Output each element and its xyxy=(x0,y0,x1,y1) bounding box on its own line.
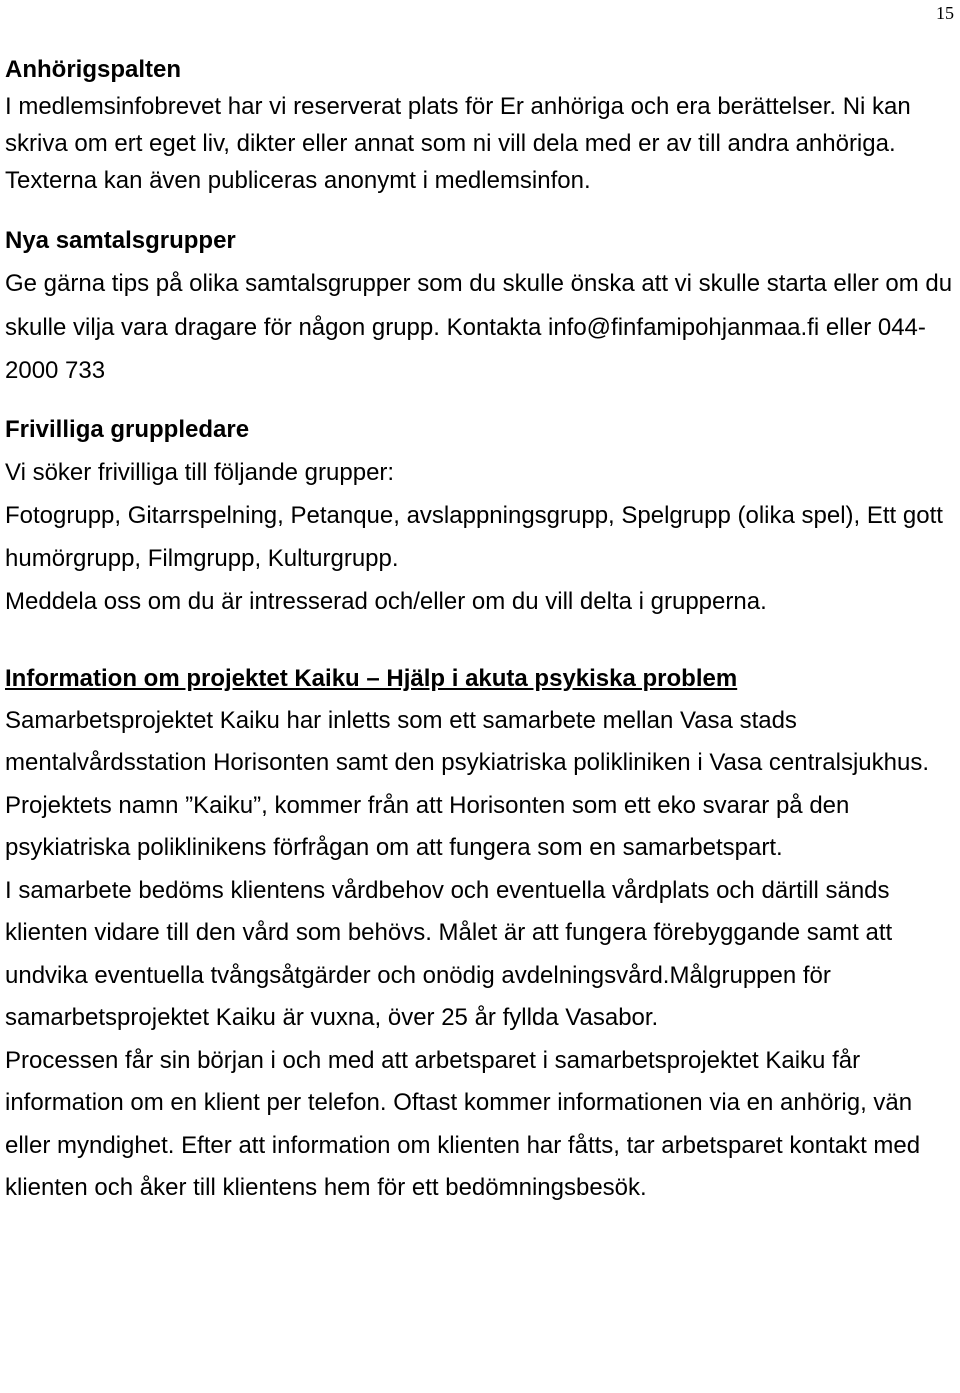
section-heading: Frivilliga gruppledare xyxy=(5,415,250,443)
section-anhorigspalten xyxy=(5,52,955,199)
section-heading: Information om projektet Kaiku – Hjälp i akuta psykiska problem xyxy=(5,664,738,692)
section-nya-samtalsgrupper xyxy=(5,220,955,393)
section-heading: Nya samtalsgrupper xyxy=(5,227,236,254)
section-paragraph: Fotogrupp, Gitarrspelning, Petanque, avslappningsgrupp, Spelgrupp (olika spel), Ett gott humörgrupp, Filmgrupp, Kulturgrupp. xyxy=(5,501,943,572)
section-paragraph: Ge gärna tips på olika samtalsgrupper som du skulle önska att vi skulle starta eller om du skulle vilja vara dragare för någon grupp. Kontakta info@finfamipohjanmaa.fi eller 044-2000 733 xyxy=(5,270,953,384)
document-body xyxy=(5,52,955,1210)
section-paragraph: Vi söker frivilliga till följande grupper: xyxy=(5,458,395,486)
section-heading: Anhörigspalten xyxy=(5,56,182,83)
section-paragraph: I samarbete bedöms klientens vårdbehov och eventuella vårdplats och därtill sänds klienten vidare till den vård som behövs. Målet är att fungera förebyggande samt att undvika eventuella tvångsåtgärder och onödig avdelningsvård.Målgruppen för samarbetsprojektet Kaiku är vuxna, över 25 år fyllda Vasabor. xyxy=(5,876,893,1031)
page-number: 15 xyxy=(936,3,954,23)
section-kaiku-information xyxy=(5,658,955,1210)
section-paragraph: Processen får sin början i och med att arbetsparet i samarbetsprojektet Kaiku får information om en klient per telefon. Oftast kommer informationen via en anhörig, vän eller myndighet. Efter att information om klienten har fåtts, tar arbetsparet kontakt med klienten och åker till klientens hem för ett bedömningsbesök. xyxy=(5,1046,921,1201)
section-paragraph: Samarbetsprojektet Kaiku har inletts som ett samarbete mellan Vasa stads mentalvårdsstation Horisonten samt den psykiatriska polikliniken i Vasa centralsjukhus. Projektets namn ”Kaiku”, kommer från att Horisonten som ett eko svarar på den psykiatriska poliklinikens förfrågan om att fungera som en samarbetspart. xyxy=(5,706,929,861)
section-paragraph: Meddela oss om du är intresserad och/eller om du vill delta i grupperna. xyxy=(5,587,767,615)
section-frivilliga-gruppledare xyxy=(5,409,955,623)
section-paragraph: I medlemsinfobrevet har vi reserverat plats för Er anhöriga och era berättelser. Ni kan skriva om ert eget liv, dikter eller annat som ni vill dela med er av till andra anhöriga. Texterna kan även publiceras anonymt i medlemsinfon. xyxy=(5,93,911,194)
